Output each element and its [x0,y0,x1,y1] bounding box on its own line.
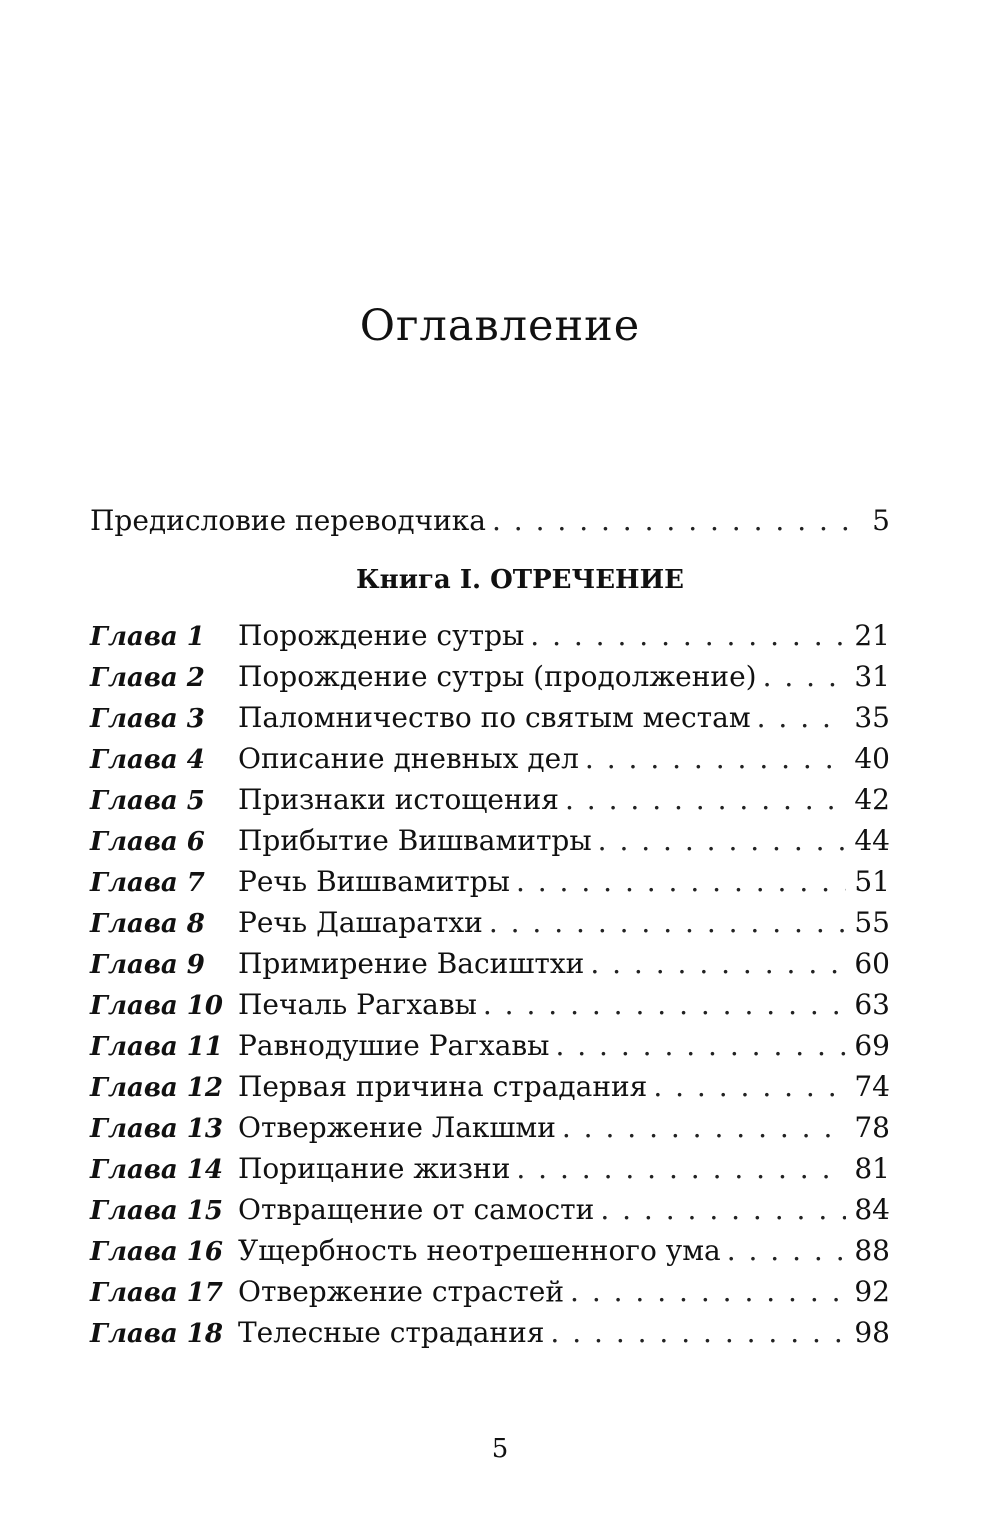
chapter-page-number: 60 [854,947,890,980]
chapter-number: Глава 7 [90,868,205,898]
dot-leader [598,820,847,861]
toc-entry-chapter[interactable] [90,779,890,820]
toc-entry-chapter[interactable] [90,1312,890,1353]
chapter-title: Речь Вишвамитры [238,865,510,898]
toc-entry-chapter[interactable] [90,861,890,902]
chapter-number: Глава 17 [90,1278,223,1308]
dot-leader [516,861,846,902]
toc-entry-chapter[interactable] [90,615,890,656]
toc-entry-chapter[interactable] [90,1066,890,1107]
chapter-number: Глава 2 [90,663,205,693]
chapter-number: Глава 12 [90,1073,223,1103]
dot-leader [489,902,847,943]
dot-leader [653,1066,846,1107]
dot-leader [483,984,846,1025]
toc-entry-chapter[interactable] [90,656,890,697]
book-heading: Книга I. ОТРЕЧЕНИЕ [356,565,684,595]
entry-page-number: 5 [872,504,890,537]
chapter-title: Первая причина страдания [238,1070,648,1103]
chapter-number: Глава 18 [90,1319,223,1349]
toc-entry-chapter[interactable] [90,984,890,1025]
chapter-page-number: 88 [854,1234,890,1267]
dot-leader [555,1025,846,1066]
chapter-title: Признаки истощения [238,783,559,816]
chapter-title: Равнодушие Рагхавы [238,1029,550,1062]
chapter-page-number: 31 [854,660,890,693]
chapter-title: Отвержение Лакшми [238,1111,556,1144]
chapter-page-number: 55 [854,906,890,939]
toc-entry-chapter[interactable] [90,1025,890,1066]
chapter-page-number: 74 [854,1070,890,1103]
entry-title: Предисловие переводчика [90,504,486,537]
dot-leader [570,1271,846,1312]
chapter-page-number: 78 [854,1111,890,1144]
dot-leader [492,497,850,545]
table-of-contents [90,497,890,1353]
chapter-title: Паломничество по святым местам [238,701,751,734]
chapter-page-number: 21 [854,619,890,652]
dot-leader [585,738,846,779]
dot-leader [600,1189,846,1230]
toc-entry-chapter[interactable] [90,1148,890,1189]
page-title: Оглавление [359,300,641,351]
chapter-title: Отвращение от самости [238,1193,595,1226]
chapter-number: Глава 3 [90,704,205,734]
chapter-number: Глава 9 [90,950,205,980]
toc-entry-chapter[interactable] [90,820,890,861]
toc-entry-chapter[interactable] [90,943,890,984]
toc-entry-chapter[interactable] [90,738,890,779]
chapter-title: Примирение Васиштхи [238,947,585,980]
chapter-title: Описание дневных дел [238,742,579,775]
page-folio: 5 [491,1434,509,1464]
chapter-title: Печаль Рагхавы [238,988,477,1021]
chapter-number: Глава 13 [90,1114,223,1144]
toc-entry-chapter[interactable] [90,1107,890,1148]
dot-leader [757,697,847,738]
toc-entry-chapter[interactable] [90,1271,890,1312]
toc-entry-preface[interactable] [90,497,890,545]
dot-leader [550,1312,846,1353]
chapter-title: Речь Дашаратхи [238,906,483,939]
chapter-title: Порождение сутры (продолжение) [238,660,757,693]
chapter-number: Глава 16 [90,1237,223,1267]
chapter-page-number: 98 [854,1316,890,1349]
dot-leader [562,1107,847,1148]
chapter-page-number: 51 [854,865,890,898]
chapter-page-number: 42 [854,783,890,816]
chapter-title: Порицание жизни [238,1152,511,1185]
dot-leader [590,943,846,984]
toc-entry-chapter[interactable] [90,1230,890,1271]
chapter-page-number: 69 [854,1029,890,1062]
chapter-page-number: 84 [854,1193,890,1226]
chapter-title: Порождение сутры [238,619,525,652]
chapter-page-number: 63 [854,988,890,1021]
chapter-title: Ущербность неотрешенного ума [238,1234,721,1267]
chapter-title: Прибытие Вишвамитры [238,824,592,857]
chapter-number: Глава 10 [90,991,223,1021]
dot-leader [565,779,846,820]
toc-entry-chapter[interactable] [90,902,890,943]
chapter-list [90,615,890,1353]
chapter-number: Глава 14 [90,1155,223,1185]
chapter-number: Глава 8 [90,909,205,939]
chapter-number: Глава 4 [90,745,205,775]
chapter-page-number: 92 [854,1275,890,1308]
chapter-title: Телесные страдания [238,1316,545,1349]
toc-entry-chapter[interactable] [90,697,890,738]
dot-leader [516,1148,846,1189]
chapter-number: Глава 15 [90,1196,223,1226]
dot-leader [727,1230,847,1271]
chapter-number: Глава 6 [90,827,205,857]
chapter-page-number: 81 [854,1152,890,1185]
chapter-number: Глава 11 [90,1032,223,1062]
toc-entry-chapter[interactable] [90,1189,890,1230]
chapter-page-number: 44 [854,824,890,857]
chapter-page-number: 35 [854,701,890,734]
chapter-title: Отвержение страстей [238,1275,565,1308]
chapter-number: Глава 1 [90,622,205,652]
chapter-number: Глава 5 [90,786,205,816]
dot-leader [763,656,847,697]
dot-leader [530,615,846,656]
chapter-page-number: 40 [854,742,890,775]
